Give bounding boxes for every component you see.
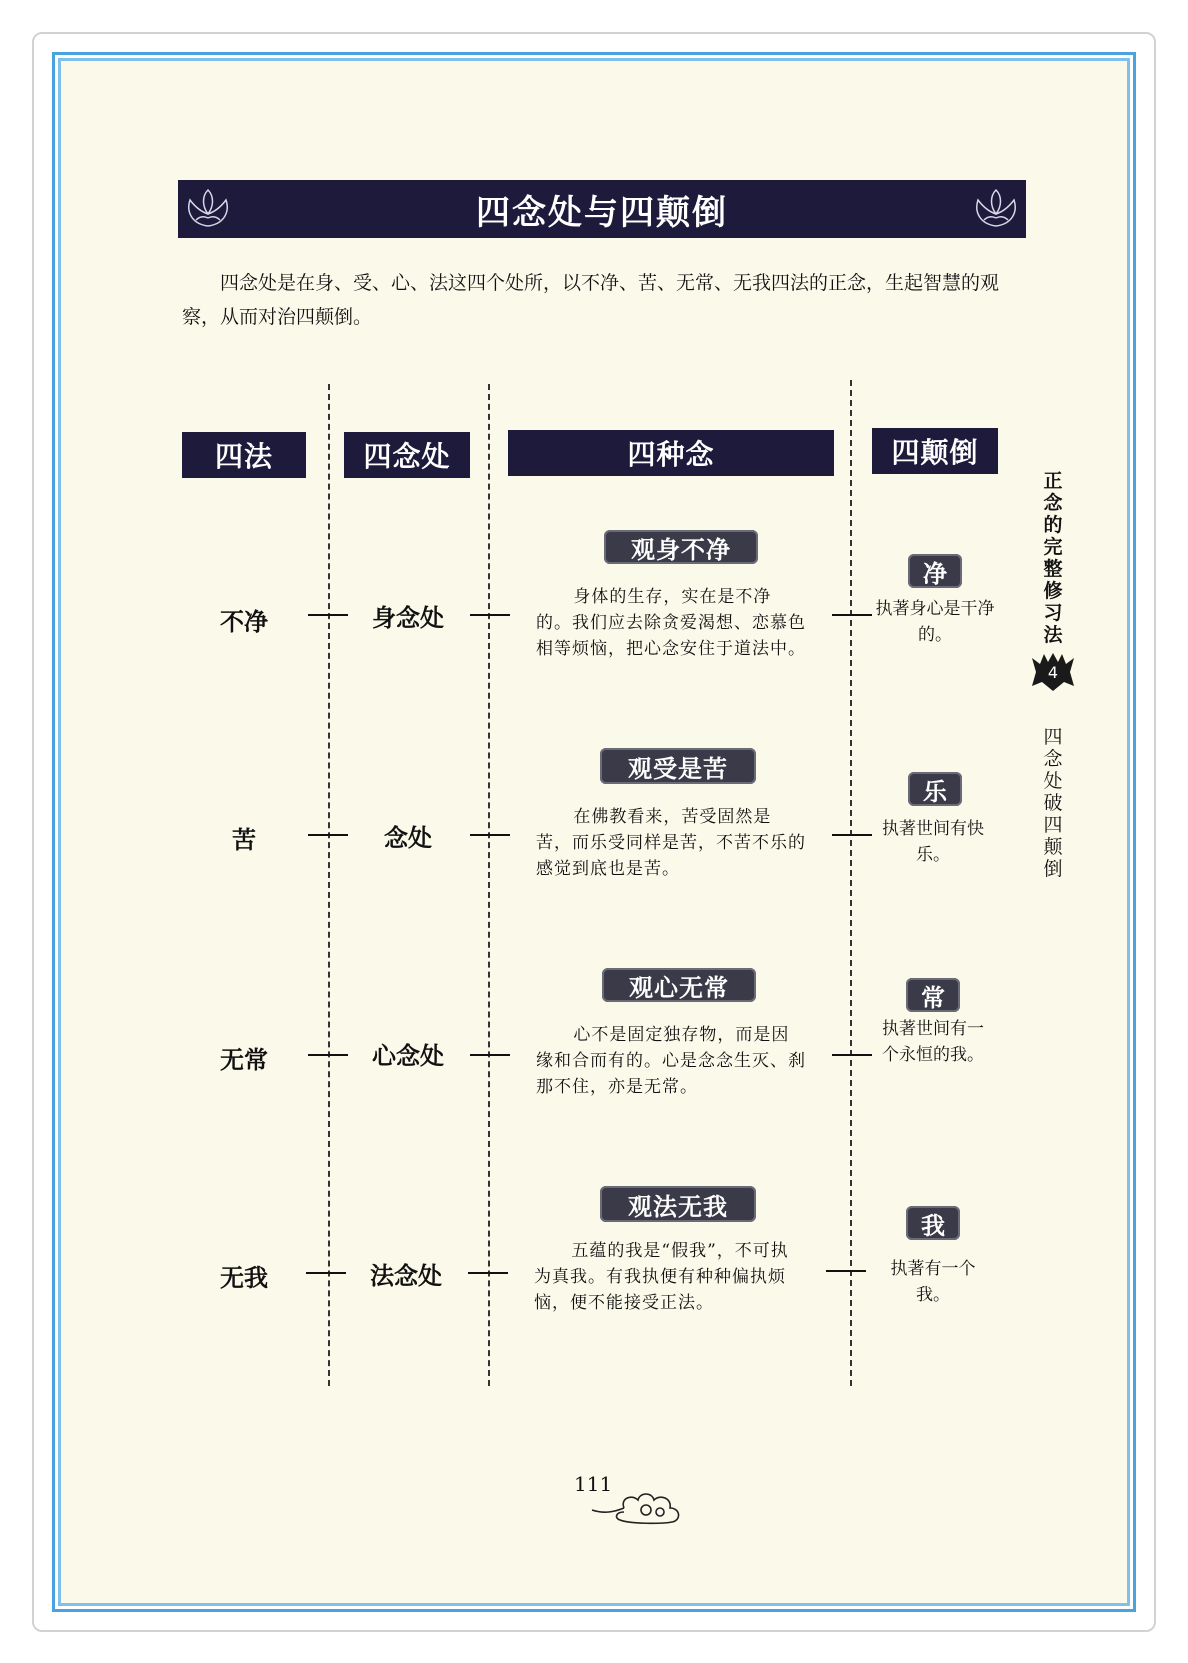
header-four-inversions: 四颠倒	[872, 428, 998, 474]
title-banner	[178, 180, 1026, 238]
contemplation-description: 在佛教看来，苦受固然是苦，而乐受同样是苦，不苦不乐的感觉到底也是苦。	[536, 807, 806, 879]
inversion-description: 执著世间有一个永恒的我。	[882, 1019, 984, 1065]
law-label: 无常	[220, 1046, 268, 1074]
chapter-number-badge	[1030, 652, 1076, 692]
intro-paragraph: 四念处是在身、受、心、法这四个处所，以不净、苦、无常、无我四法的正念，生起智慧的观察，从而对治四颠倒。	[182, 272, 1000, 328]
connector-line	[308, 834, 348, 836]
inversion-badge: 净	[908, 554, 962, 588]
chapter-number: 4	[1047, 663, 1059, 682]
lotus-ornament-icon	[970, 184, 1022, 234]
lotus-ornament-icon	[182, 184, 234, 234]
inversion-badge: 乐	[908, 772, 962, 806]
law-label: 不净	[220, 608, 268, 636]
header-four-laws: 四法	[182, 432, 306, 478]
connector-line	[826, 1270, 866, 1272]
contemplation-badge: 观法无我	[600, 1186, 756, 1222]
cloud-ornament-icon	[590, 1486, 686, 1526]
connector-line	[470, 1054, 510, 1056]
inversion-description: 执著有一个我。	[890, 1259, 976, 1305]
inversion-badge: 常	[906, 978, 960, 1012]
contemplation-badge: 观受是苦	[600, 748, 756, 784]
column-divider	[850, 380, 852, 1386]
connector-line	[832, 1054, 872, 1056]
contemplation-description: 身体的生存，实在是不净的。我们应去除贪爱渴想、恋慕色相等烦恼，把心念安住于道法中。	[536, 587, 806, 659]
page-title: 四念处与四颠倒	[476, 192, 728, 233]
foundation-label: 念处	[384, 824, 432, 852]
connector-line	[468, 1272, 508, 1274]
connector-line	[308, 1054, 348, 1056]
foundation-label: 法念处	[370, 1262, 442, 1290]
law-label: 苦	[232, 826, 256, 854]
contemplation-badge: 观心无常	[602, 968, 756, 1002]
contemplation-badge: 观身不净	[604, 530, 758, 564]
page-number: 111	[574, 1472, 613, 1496]
connector-line	[308, 614, 348, 616]
law-label: 无我	[220, 1264, 268, 1292]
connector-line	[470, 614, 510, 616]
foundation-label: 心念处	[372, 1042, 444, 1070]
connector-line	[832, 834, 872, 836]
contemplation-description: 五蕴的我是“假我”，不可执为真我。有我执便有种种偏执烦恼，便不能接受正法。	[534, 1241, 789, 1313]
header-four-contemplations: 四种念	[508, 430, 834, 476]
section-title-vertical: 四念处破四颠倒	[1043, 726, 1063, 880]
inversion-badge: 我	[906, 1206, 960, 1240]
connector-line	[470, 834, 510, 836]
inversion-description: 执著身心是干净的。	[875, 599, 995, 645]
chapter-title-vertical: 正念的完整修习法	[1043, 470, 1063, 646]
contemplation-description: 心不是固定独存物，而是因缘和合而有的。心是念念生灭、刹那不住，亦是无常。	[536, 1025, 806, 1097]
inversion-description: 执著世间有快乐。	[882, 819, 984, 865]
column-divider	[488, 384, 490, 1386]
connector-line	[306, 1272, 346, 1274]
foundation-label: 身念处	[372, 604, 444, 632]
column-divider	[328, 384, 330, 1386]
header-four-foundations: 四念处	[344, 432, 470, 478]
connector-line	[832, 614, 872, 616]
